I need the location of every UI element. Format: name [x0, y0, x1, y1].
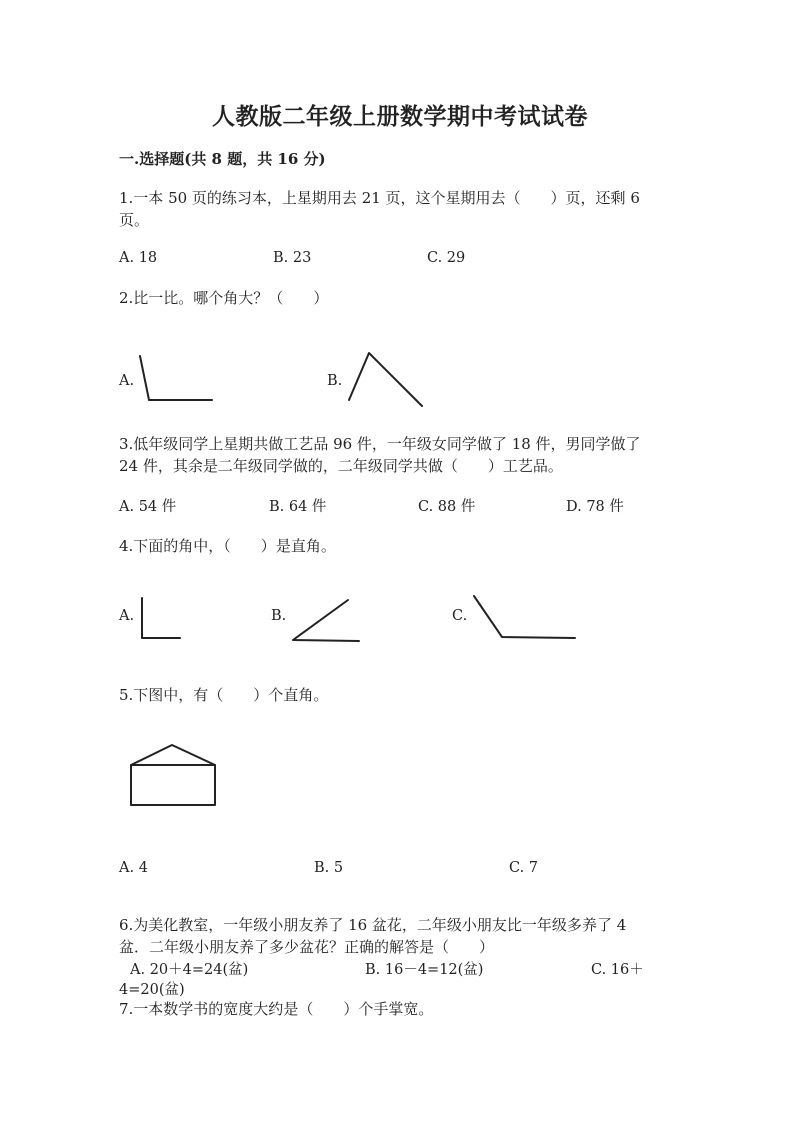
question-6-option-a[interactable]: A. 20＋4=24(盆): [130, 962, 249, 978]
page-title: 人教版二年级上册数学期中考试试卷: [212, 103, 588, 130]
question-1-line-1: 1.一本 50 页的练习本，上星期用去 21 页，这个星期用去（ ）页，还剩 6: [119, 189, 640, 207]
question-3-option-b[interactable]: B. 64 件: [269, 499, 327, 515]
question-1-option-c[interactable]: C. 29: [427, 250, 466, 266]
question-4-option-b[interactable]: B.: [271, 608, 287, 624]
question-5-option-a[interactable]: A. 4: [119, 860, 148, 876]
question-6-option-b[interactable]: B. 16－4=12(盆): [365, 962, 484, 978]
question-1-option-a[interactable]: A. 18: [119, 250, 158, 266]
question-2-option-b[interactable]: B.: [327, 373, 343, 389]
question-7-text: 7.一本数学书的宽度大约是（ ）个手掌宽。: [119, 1000, 434, 1018]
question-4-angle-c-figure: [468, 590, 582, 644]
question-2-text: 2.比一比。哪个角大？（ ）: [119, 289, 329, 307]
question-4-option-a[interactable]: A.: [119, 608, 135, 624]
question-2-angle-b-figure: [342, 346, 432, 412]
question-3-line-2: 24 件，其余是二年级同学做的，二年级同学共做（ ）工艺品。: [119, 457, 563, 475]
question-2-option-a[interactable]: A.: [119, 373, 135, 389]
question-2-angle-a-figure: [130, 350, 220, 406]
question-4-option-c[interactable]: C.: [452, 608, 468, 624]
question-5-house-figure: [125, 739, 221, 811]
question-3-option-c[interactable]: C. 88 件: [418, 499, 476, 515]
question-4-text: 4.下面的角中，（ ）是直角。: [119, 537, 336, 555]
section-heading: 一.选择题(共 8 题，共 16 分): [119, 150, 326, 168]
question-1-option-b[interactable]: B. 23: [273, 250, 312, 266]
question-6-line-1: 6.为美化教室，一年级小朋友养了 16 盆花，二年级小朋友比一年级多养了 4: [119, 916, 627, 934]
question-3-option-d[interactable]: D. 78 件: [566, 499, 624, 515]
question-6-option-c[interactable]: C. 16＋: [591, 962, 644, 978]
question-5-text: 5.下图中，有（ ）个直角。: [119, 686, 329, 704]
question-5-option-b[interactable]: B. 5: [314, 860, 344, 876]
question-1-line-2: 页。: [119, 211, 150, 229]
question-6-option-c-continued: 4=20(盆): [119, 982, 185, 998]
question-5-option-c[interactable]: C. 7: [509, 860, 539, 876]
question-4-angle-b-figure: [287, 594, 367, 646]
question-3-line-1: 3.低年级同学上星期共做工艺品 96 件，一年级女同学做了 18 件，男同学做了: [119, 435, 641, 453]
question-3-option-a[interactable]: A. 54 件: [119, 499, 177, 515]
question-6-line-2: 盆．二年级小朋友养了多少盆花？正确的解答是（ ）: [119, 938, 495, 956]
question-4-angle-a-figure: [136, 592, 186, 644]
